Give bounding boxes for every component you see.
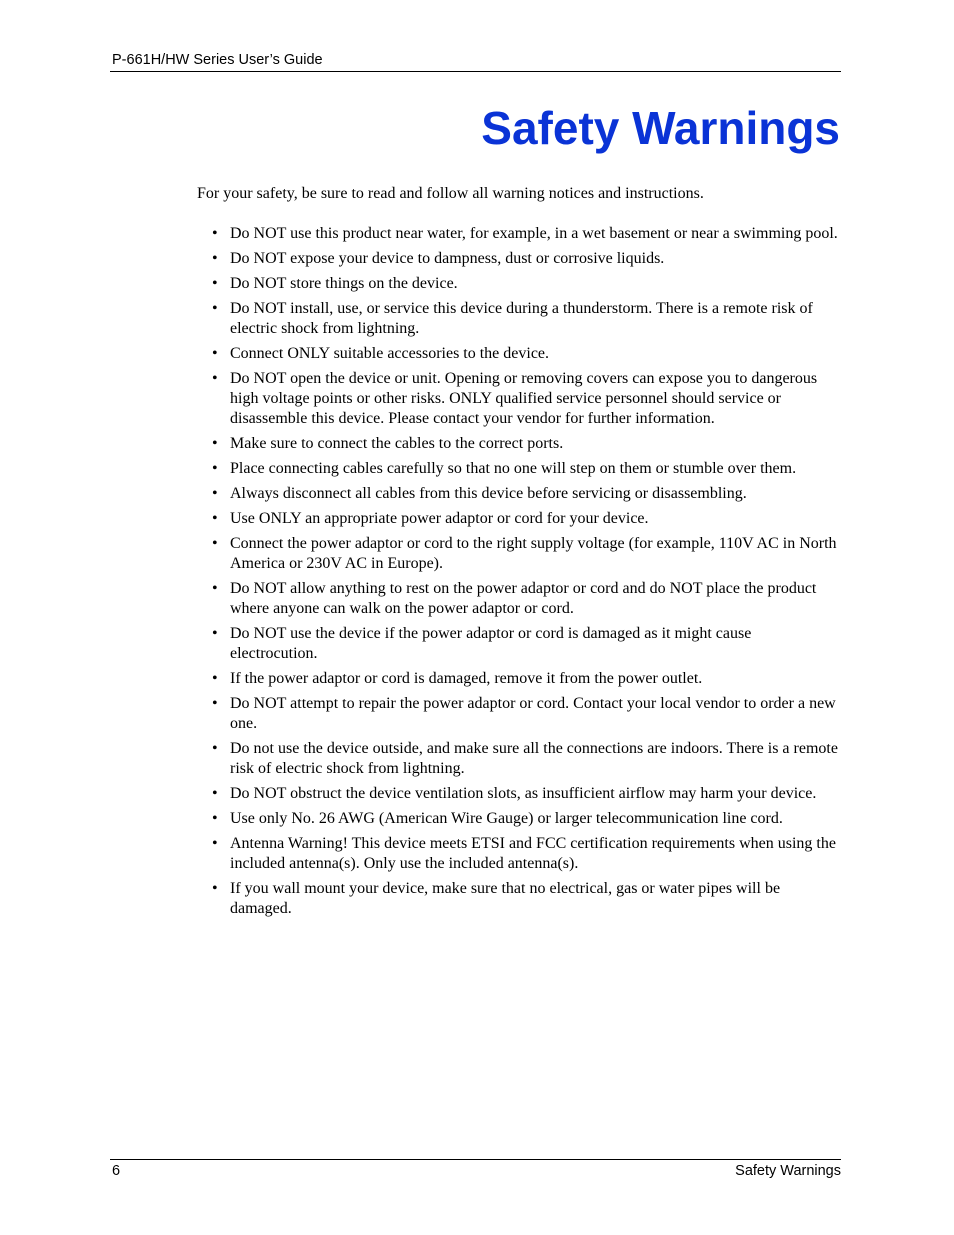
bullet-icon: •: [212, 370, 218, 387]
warning-item: [212, 369, 842, 429]
warning-item: [212, 809, 842, 829]
warning-item: [212, 879, 842, 919]
warning-text: Antenna Warning! This device meets ETSI and FCC certification requirements when using the included antenna(s). Only use the included antenna(s).: [230, 835, 836, 872]
warning-text: Do NOT obstruct the device ventilation slots, as insufficient airflow may harm your device.: [230, 785, 817, 802]
bullet-icon: •: [212, 835, 218, 852]
warning-text: If you wall mount your device, make sure that no electrical, gas or water pipes will be damaged.: [230, 880, 781, 917]
bullet-icon: •: [212, 580, 218, 597]
bullet-icon: •: [212, 485, 218, 502]
warning-item: [212, 344, 842, 364]
warning-text: Do NOT install, use, or service this device during a thunderstorm. There is a remote risk of electric shock from lightning.: [230, 300, 813, 337]
warning-text: Connect the power adaptor or cord to the right supply voltage (for example, 110V AC in North America or 230V AC in Europe).: [230, 535, 837, 572]
bullet-icon: •: [212, 740, 218, 757]
bullet-icon: •: [212, 435, 218, 452]
warning-text: Do NOT attempt to repair the power adaptor or cord. Contact your local vendor to order a new one.: [230, 695, 836, 732]
warning-item: [212, 509, 842, 529]
warning-text: Do NOT open the device or unit. Opening or removing covers can expose you to dangerous high voltage points or other risks. ONLY qualified service personnel should service or disassemble this device. Please contact your vendor for further information.: [230, 370, 818, 427]
footer-section-title: Safety Warnings: [735, 1163, 841, 1179]
warning-text: Use only No. 26 AWG (American Wire Gauge) or larger telecommunication line cord.: [230, 810, 783, 827]
bullet-icon: •: [212, 785, 218, 802]
warning-text: Do NOT store things on the device.: [230, 275, 458, 292]
warning-item: [212, 274, 842, 294]
warning-item: [212, 434, 842, 454]
warning-text: Make sure to connect the cables to the correct ports.: [230, 435, 564, 452]
page-number: 6: [112, 1163, 121, 1179]
bullet-icon: •: [212, 275, 218, 292]
warning-item: [212, 784, 842, 804]
warning-text: Do NOT expose your device to dampness, dust or corrosive liquids.: [230, 250, 665, 267]
bullet-icon: •: [212, 345, 218, 362]
warning-text: Do NOT use this product near water, for example, in a wet basement or near a swimming pool.: [230, 225, 838, 242]
warning-item: [212, 299, 842, 339]
bullet-icon: •: [212, 880, 218, 897]
bullet-icon: •: [212, 625, 218, 642]
bullet-icon: •: [212, 460, 218, 477]
bullet-icon: •: [212, 535, 218, 552]
bullet-icon: •: [212, 225, 218, 242]
warning-item: [212, 534, 842, 574]
intro-paragraph: For your safety, be sure to read and follow all warning notices and instructions.: [197, 185, 704, 202]
warning-item: [212, 484, 842, 504]
header-divider: [110, 71, 841, 72]
warning-item: [212, 694, 842, 734]
warning-text: Connect ONLY suitable accessories to the device.: [230, 345, 550, 362]
warning-item: [212, 459, 842, 479]
bullet-icon: •: [212, 810, 218, 827]
warning-text: Do NOT use the device if the power adaptor or cord is damaged as it might cause electrocution.: [230, 625, 752, 662]
warning-text: If the power adaptor or cord is damaged, remove it from the power outlet.: [230, 670, 703, 687]
warning-item: [212, 579, 842, 619]
bullet-icon: •: [212, 670, 218, 687]
warning-item: [212, 249, 842, 269]
warning-item: [212, 224, 842, 244]
warning-text: Do not use the device outside, and make sure all the connections are indoors. There is a remote risk of electric shock from lightning.: [230, 740, 838, 777]
running-header: P-661H/HW Series User’s Guide: [112, 52, 323, 68]
warning-text: Place connecting cables carefully so that no one will step on them or stumble over them.: [230, 460, 797, 477]
warning-text: Use ONLY an appropriate power adaptor or cord for your device.: [230, 510, 649, 527]
bullet-icon: •: [212, 300, 218, 317]
warning-item: [212, 739, 842, 779]
bullet-icon: •: [212, 510, 218, 527]
bullet-icon: •: [212, 695, 218, 712]
page-title: Safety Warnings: [481, 102, 840, 154]
warning-item: [212, 624, 842, 664]
bullet-icon: •: [212, 250, 218, 267]
warning-text: Always disconnect all cables from this device before servicing or disassembling.: [230, 485, 747, 502]
footer-divider: [110, 1159, 841, 1160]
warning-item: [212, 834, 842, 874]
warning-item: [212, 669, 842, 689]
warnings-list: [212, 224, 842, 924]
warning-text: Do NOT allow anything to rest on the power adaptor or cord and do NOT place the product where anyone can walk on the power adaptor or cord.: [230, 580, 817, 617]
